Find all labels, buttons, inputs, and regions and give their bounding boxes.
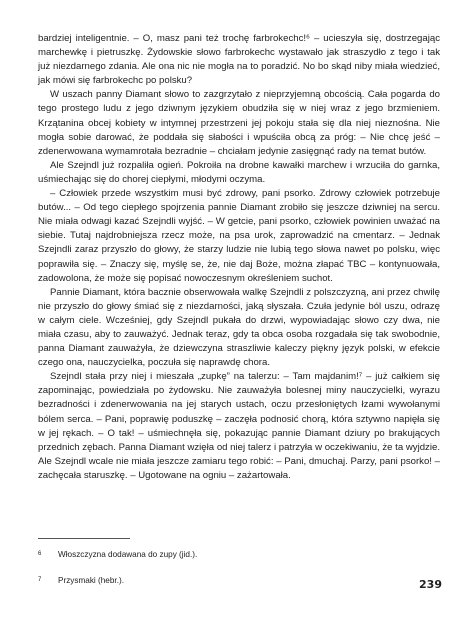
footnote-7 bbox=[38, 575, 124, 586]
paragraph-1: bardziej inteligentnie. – O, masz pani też trochę farbrokechc!⁶ – ucieszyła się, dostrzegając marchewkę i pietruszkę. Żydowskie słowo farbrokechc wystawało jak straszydło z tego i tak już niezdarnego zdania. Ale ona nic nie mogła na to poradzić. No bo skąd niby miała wiedzieć, jak mówi się farbrokechc po polsku? bbox=[38, 33, 440, 87]
page-number: 239 bbox=[419, 578, 442, 591]
footnote-number: 6 bbox=[38, 551, 42, 557]
footnote-text: Przysmaki (hebr.). bbox=[58, 576, 124, 585]
footnote-number: 7 bbox=[38, 577, 42, 583]
page-body bbox=[38, 32, 440, 483]
paragraph-6: Szejndl stała przy niej i mieszała „zupkę” na talerzu: – Tam majdanim!⁷ – już całkiem się zapominając, powiedziała po żydowsku. Nie zauważyła bolesnej miny nauczycielki, wyrazu bezradności i zdenerwowania na jej starych ustach, oczu przesłoniętych łzami wywołanymi bólem serca. – Pani, poprawię poduszkę – zaczęła podnosić chorą, która sztywno napięła się w jej rękach. – O tak! – uśmiechnęła się, pokazując pannie Diamant dziury po brakujących przednich zębach. Panna Diamant wzięła od niej talerz i patrzyła w oczekiwaniu, że ta wyjdzie. Ale Szejndl wcale nie miała jeszcze zamiaru tego robić: – Pani, dmuchaj. Parzy, pani psorko! – zachęcała staruszkę. – Ugotowane na ogniu – zażartowała. bbox=[38, 371, 440, 481]
paragraph-5: Pannie Diamant, która bacznie obserwowała walkę Szejndli z polszczyzną, ani przez chwilę nie przyszło do głowy śmiać się z niezdarności, jaką słyszała. Czuła jedynie ból uszu, odrazę w całym ciele. Wcześniej, gdy Szejndl pukała do drzwi, wypowiadając słowo czy dwa, nie miała czasu, aby to zauważyć. Jednak teraz, gdy ta obca osoba rozgadała się tak swobodnie, panna Diamant zauważyła, że dziewczyna straszliwie kaleczy piękny język polski, w efekcie czego ona, nauczycielka, poczuła się naprawdę chora. bbox=[38, 286, 440, 369]
footnote-text: Włoszczyzna dodawana do zupy (jid.). bbox=[58, 550, 198, 559]
paragraph-3: Ale Szejndl już rozpaliła ogień. Pokroiła na drobne kawałki marchew i wrzuciła do garnka, uśmiechając się do chorej ciepłymi, młodymi oczyma. bbox=[38, 159, 440, 185]
paragraph-4: – Człowiek przede wszystkim musi być zdrowy, pani psorko. Zdrowy człowiek potrzebuje butów... – Od tego ciepłego spojrzenia pannie Diamant zrobiło się jeszcze dziwniej na sercu. Nie miała odwagi kazać Szejndli wyjść. – W getcie, pani psorko, człowiek powinien uważać na siebie. Tutaj najdrobniejsza rzecz może, na psa urok, zaprowadzić na cmentarz. – Jednak Szejndli zaraz przyszło do głowy, że starzy ludzie nie lubią tego słowa nawet po polsku, więc poprawiła się. – Znaczy się, myślę se, że, nie daj Boże, można złapać TBC – kontynuowała, zadowolona, że może się popisać nowoczesnym określeniem suchot. bbox=[38, 188, 440, 284]
footnote-6 bbox=[38, 549, 197, 560]
paragraph-2: W uszach panny Diamant słowo to zazgrzytało z nieprzyjemną obcością. Cała pogarda do tego prostego ludu z jego dziwnym językiem obudziła się w niej wraz z jego brzmieniem. Krzątanina obcej kobiety w intymnej przestrzeni jej pokoju stała się dla niej nieznośna. Nie mogła sobie darować, że poddała się słabości i wpuściła obcą za próg: – Nie chcę jeść – zdenerwowana wymamrotała bezradnie – chciałam jedynie zasięgnąć rady na temat butów. bbox=[38, 89, 440, 157]
footnote-divider bbox=[38, 538, 130, 539]
